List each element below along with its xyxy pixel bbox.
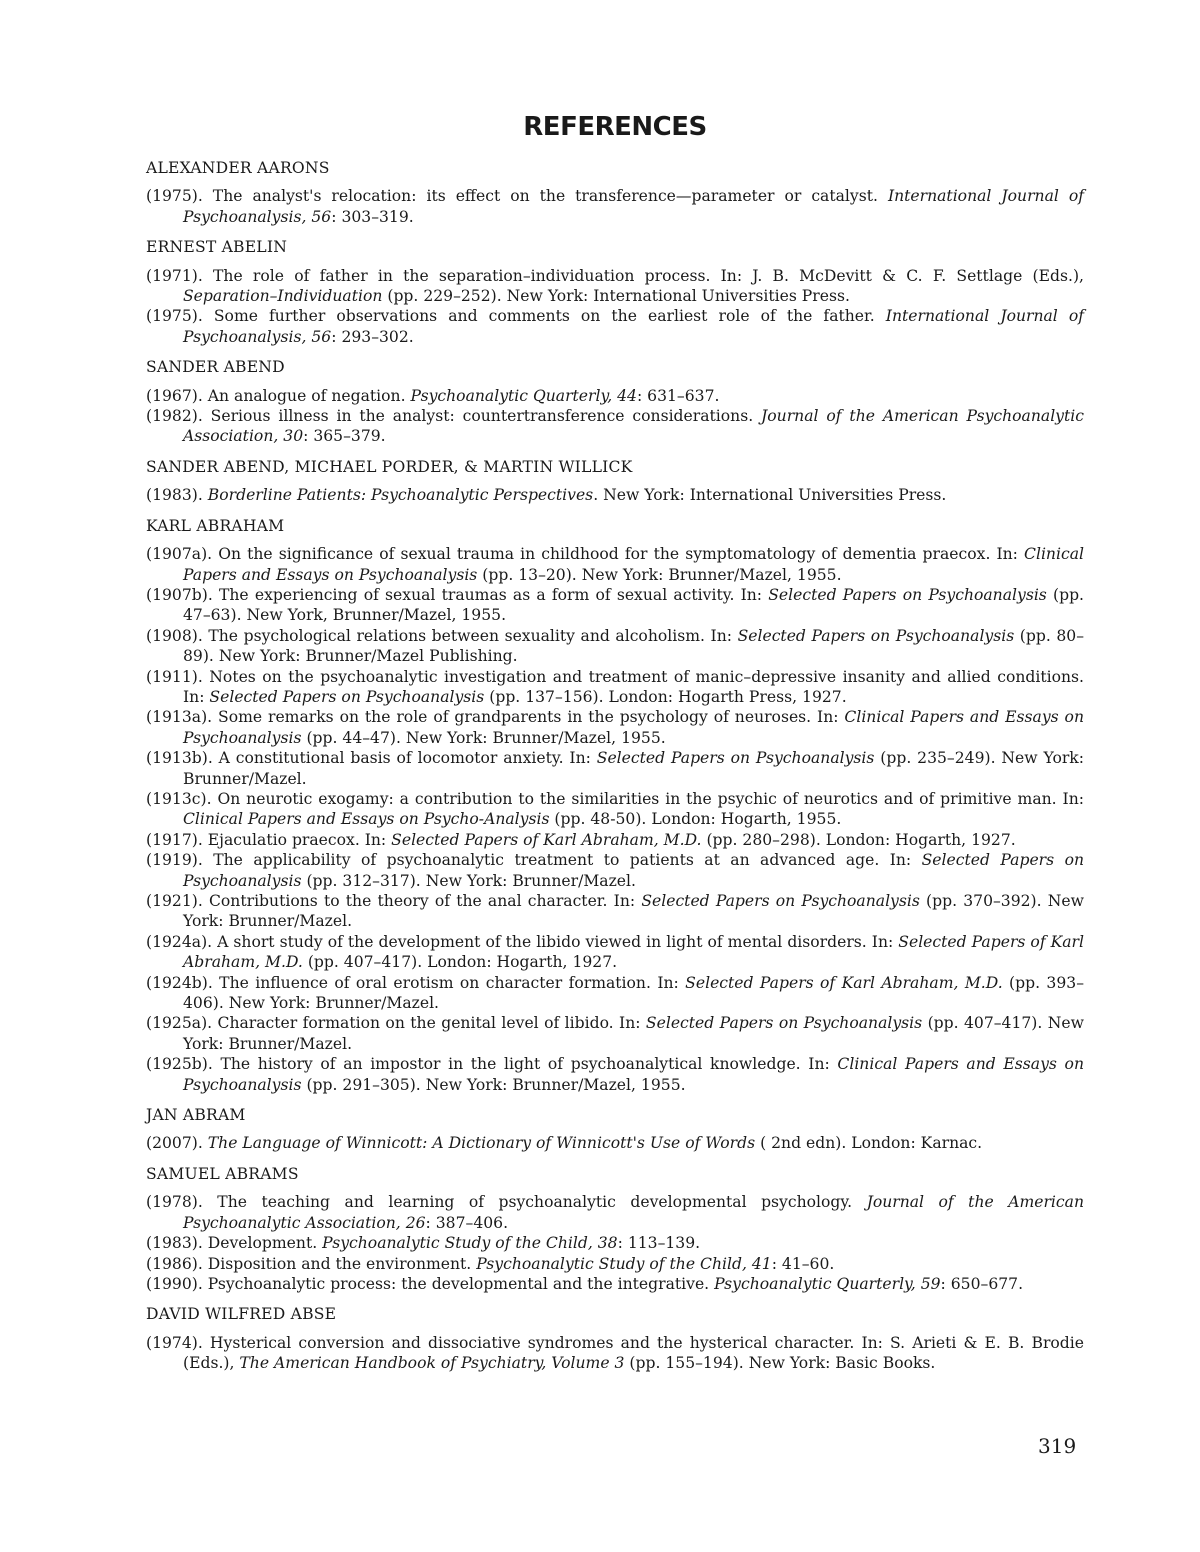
- reference-text: : 293–302.: [331, 327, 414, 346]
- reference-text: (1913b). A constitutional basis of locomotor anxiety. In:: [146, 749, 597, 768]
- reference-text: (1978). The teaching and learning of psychoanalytic developmental psychology.: [146, 1193, 867, 1212]
- reference-source-title: The Language of Winnicott: A Dictionary of Winnicott's Use of Words: [207, 1134, 756, 1153]
- reference-source-title: Selected Papers on Psychoanalysis: [596, 749, 875, 768]
- reference-text: (1907a). On the significance of sexual trauma in childhood for the symptomatology of dementia praecox. In:: [146, 545, 1025, 564]
- reference-entry: [146, 1333, 1084, 1374]
- reference-source-title: Selected Papers on Psychoanalysis: [183, 851, 1085, 890]
- reference-source-title: Psychoanalytic Quarterly, 59: [714, 1274, 941, 1293]
- reference-entry: [146, 1233, 1084, 1253]
- reference-entry: [146, 748, 1084, 789]
- reference-source-title: Psychoanalytic Quarterly, 44: [410, 386, 637, 405]
- author-heading: KARL ABRAHAM: [146, 516, 285, 535]
- reference-text: (1971). The role of father in the separation–individuation process. In: J. B. McDevitt & C. F. Settlage (Eds.),: [146, 266, 1084, 285]
- reference-text: (1911). Notes on the psychoanalytic investigation and treatment of manic–depressive insanity and allied conditions. In:: [146, 667, 1084, 706]
- reference-source-title: Selected Papers of Karl Abraham, M.D.: [685, 973, 1003, 992]
- reference-text: : 387–406.: [425, 1213, 509, 1232]
- reference-text: (pp. 229–252). New York: International Universities Press.: [382, 287, 850, 306]
- reference-text: (1919). The applicability of psychoanalytic treatment to patients at an advanced age. In:: [146, 851, 922, 870]
- reference-source-title: International Journal of Psychoanalysis, 56: [183, 307, 1084, 346]
- reference-text: (1925b). The history of an impostor in the light of psychoanalytical knowledge. In:: [146, 1055, 838, 1074]
- reference-entry: [146, 973, 1084, 1014]
- reference-text: (1908). The psychological relations between sexuality and alcoholism. In:: [146, 626, 738, 645]
- reference-source-title: Selected Papers on Psychoanalysis: [209, 687, 485, 706]
- reference-source-title: Borderline Patients: Psychoanalytic Perspectives: [207, 486, 594, 505]
- reference-entry: [146, 850, 1084, 891]
- author-group: [146, 457, 1084, 506]
- reference-text: : 650–677.: [940, 1274, 1024, 1293]
- reference-text: (1983).: [146, 486, 208, 505]
- reference-text: (pp. 44–47). New York: Brunner/Mazel, 1955.: [301, 728, 666, 747]
- reference-text: : 631–637.: [636, 386, 720, 405]
- reference-text: (pp. 155–194). New York: Basic Books.: [624, 1354, 936, 1373]
- reference-entry: [146, 789, 1084, 830]
- reference-entry: [146, 626, 1084, 667]
- reference-text: (pp. 407–417). London: Hogarth, 1927.: [302, 953, 618, 972]
- reference-entry: [146, 891, 1084, 932]
- reference-text: (1974). Hysterical conversion and dissociative syndromes and the hysterical character. In: S. Arieti & E. B. Brodie (Eds.),: [146, 1333, 1084, 1373]
- reference-text: (1983). Development.: [146, 1234, 323, 1253]
- reference-text: (1917). Ejaculatio praecox. In:: [146, 830, 392, 849]
- author-group: [146, 1105, 1084, 1154]
- reference-text: (1925a). Character formation on the genital level of libido. In:: [146, 1014, 646, 1033]
- reference-source-title: Selected Papers on Psychoanalysis: [641, 892, 920, 910]
- reference-source-title: Selected Papers on Psychoanalysis: [768, 585, 1047, 604]
- reference-source-title: Psychoanalytic Study of the Child, 38: [322, 1234, 618, 1253]
- reference-source-title: Separation–Individuation: [183, 287, 383, 306]
- reference-text: (1924b). The influence of oral erotism on character formation. In:: [146, 973, 686, 992]
- reference-text: (1913a). Some remarks on the role of grandparents in the psychology of neuroses. In:: [146, 708, 845, 727]
- reference-text: : 365–379.: [303, 427, 386, 446]
- reference-text: (1982). Serious illness in the analyst: countertransference considerations.: [146, 407, 762, 426]
- author-heading: ERNEST ABELIN: [146, 238, 288, 257]
- author-heading: JAN ABRAM: [146, 1106, 246, 1125]
- reference-entry: [146, 1054, 1084, 1095]
- reference-text: (pp. 370–392). New York: Brunner/Mazel.: [183, 892, 1084, 931]
- page-number: 319: [1038, 1434, 1077, 1458]
- reference-text: (pp. 137–156). London: Hogarth Press, 1927.: [484, 687, 847, 706]
- reference-source-title: Selected Papers of Karl Abraham, M.D.: [391, 830, 702, 849]
- reference-source-title: Journal of the American Psychoanalytic Association, 26: [183, 1193, 1084, 1232]
- reference-text: : 303–319.: [331, 207, 414, 226]
- reference-text: (pp. 47–63). New York, Brunner/Mazel, 1955.: [183, 585, 1085, 625]
- reference-text: (1975). The analyst's relocation: its effect on the transference—parameter or catalyst.: [146, 187, 888, 206]
- reference-text: ( 2nd edn). London: Karnac.: [755, 1134, 983, 1153]
- reference-entry: [146, 1133, 1084, 1153]
- reference-entry: [146, 406, 1084, 447]
- reference-text: (pp. 48-50). London: Hogarth, 1955.: [549, 810, 842, 829]
- reference-source-title: International Journal of Psychoanalysis, 56: [183, 187, 1084, 226]
- reference-source-title: Journal of the American Psychoanalytic Association, 30: [183, 407, 1084, 446]
- reference-entry: [146, 1254, 1084, 1274]
- reference-text: (pp. 407–417). New York: Brunner/Mazel.: [183, 1014, 1084, 1053]
- reference-entry: [146, 1192, 1084, 1233]
- reference-text: (pp. 393–406). New York: Brunner/Mazel.: [183, 973, 1084, 1013]
- reference-entry: [146, 485, 1084, 505]
- reference-source-title: Clinical Papers and Essays on Psycho-Analysis: [183, 810, 550, 829]
- reference-text: (1967). An analogue of negation.: [146, 386, 411, 405]
- reference-source-title: Psychoanalytic Study of the Child, 41: [476, 1254, 772, 1273]
- reference-source-title: Selected Papers on Psychoanalysis: [737, 626, 1015, 645]
- reference-entry: [146, 585, 1084, 626]
- reference-entry: [146, 386, 1084, 406]
- reference-entry: [146, 1013, 1084, 1054]
- author-group: [146, 1164, 1084, 1294]
- author-group: [146, 158, 1084, 227]
- author-group: [146, 357, 1084, 447]
- reference-text: (pp. 312–317). New York: Brunner/Mazel.: [301, 871, 636, 890]
- reference-entry: [146, 707, 1084, 748]
- reference-text: . New York: International Universities Press.: [593, 486, 947, 505]
- reference-entry: [146, 1274, 1084, 1294]
- reference-text: (2007).: [146, 1134, 208, 1153]
- reference-text: (pp. 235–249). New York: Brunner/Mazel.: [183, 749, 1084, 788]
- reference-source-title: Selected Papers on Psychoanalysis: [645, 1014, 923, 1033]
- reference-source-title: The American Handbook of Psychiatry, Volume 3: [239, 1354, 625, 1373]
- reference-text: : 41–60.: [771, 1254, 835, 1273]
- author-heading: SANDER ABEND: [146, 358, 285, 377]
- reference-list: [146, 158, 1084, 1374]
- reference-entry: [146, 186, 1084, 227]
- reference-entry: [146, 667, 1084, 708]
- author-group: [146, 516, 1084, 1095]
- reference-source-title: Clinical Papers and Essays on Psychoanalysis: [183, 545, 1084, 584]
- reference-text: (pp. 13–20). New York: Brunner/Mazel, 1955.: [477, 565, 842, 584]
- reference-text: (1913c). On neurotic exogamy: a contribution to the similarities in the psychic of neurotics and of primitive man. In:: [146, 789, 1084, 808]
- reference-entry: [146, 932, 1084, 973]
- author-heading: ALEXANDER AARONS: [146, 159, 330, 177]
- reference-entry: [146, 830, 1084, 850]
- references-page: [146, 110, 1084, 1384]
- reference-text: (pp. 80–89). New York: Brunner/Mazel Publishing.: [183, 626, 1084, 666]
- reference-source-title: Clinical Papers and Essays on Psychoanalysis: [183, 708, 1084, 747]
- reference-text: (1975). Some further observations and comments on the earliest role of the father.: [146, 307, 886, 326]
- reference-entry: [146, 544, 1084, 585]
- reference-source-title: Selected Papers of Karl Abraham, M.D.: [183, 932, 1085, 972]
- author-heading: SANDER ABEND, MICHAEL PORDER, & MARTIN WILLICK: [146, 457, 633, 476]
- reference-text: (1924a). A short study of the development of the libido viewed in light of mental disorders. In:: [146, 932, 899, 951]
- reference-text: (1907b). The experiencing of sexual traumas as a form of sexual activity. In:: [146, 585, 769, 604]
- reference-text: (1990). Psychoanalytic process: the developmental and the integrative.: [146, 1274, 715, 1293]
- reference-text: (pp. 280–298). London: Hogarth, 1927.: [701, 830, 1016, 849]
- reference-source-title: Clinical Papers and Essays on Psychoanalysis: [183, 1055, 1084, 1094]
- reference-entry: [146, 306, 1084, 347]
- page-title: REFERENCES: [523, 112, 707, 142]
- author-heading: SAMUEL ABRAMS: [146, 1164, 299, 1183]
- reference-text: (pp. 291–305). New York: Brunner/Mazel, 1955.: [301, 1075, 686, 1094]
- reference-text: : 113–139.: [617, 1234, 701, 1253]
- reference-text: (1921). Contributions to the theory of the anal character. In:: [146, 892, 642, 910]
- reference-entry: [146, 266, 1084, 307]
- author-heading: DAVID WILFRED ABSE: [146, 1305, 337, 1324]
- reference-text: (1986). Disposition and the environment.: [146, 1254, 477, 1273]
- author-group: [146, 1304, 1084, 1373]
- author-group: [146, 237, 1084, 347]
